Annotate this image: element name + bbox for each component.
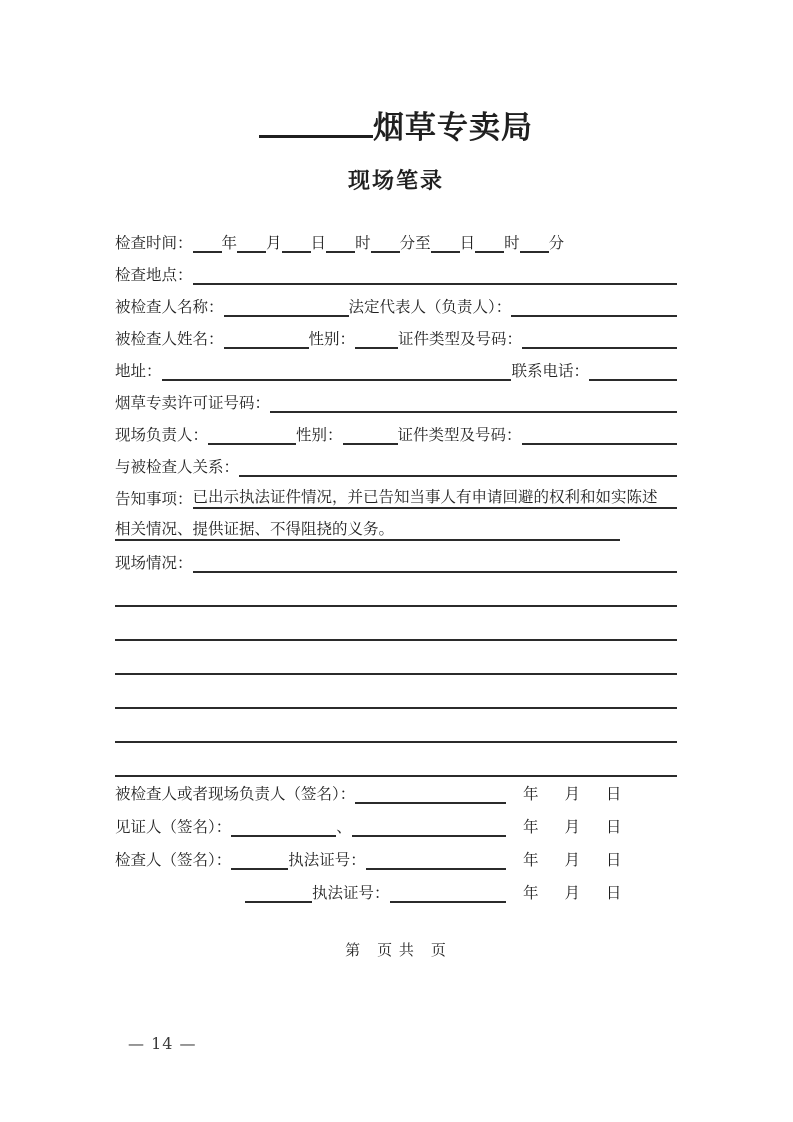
signature-label: 检查人（签名）： [115,851,232,870]
blank-line [193,251,222,253]
blank-line [522,347,677,349]
signature-blank-line [231,868,288,870]
field-label-address: 地址： [115,362,162,381]
blank-line [208,443,296,445]
date-fields [523,786,621,804]
field-relationship-to-inspected [115,445,677,477]
signature-section [115,771,677,903]
content-line [115,573,677,607]
blank-line [589,379,677,381]
separator: 、 [336,818,352,837]
field-site-manager [115,413,677,445]
signature-blank-line [352,835,506,837]
month-label: 月 [564,851,580,870]
field-tobacco-license-number [115,381,677,413]
blank-line [193,283,677,285]
field-inspection-location [115,253,677,285]
field-address-phone [115,349,677,381]
blank-line [431,251,460,253]
field-label-id-type-number: 证件类型及号码： [397,426,522,445]
blank-line [475,251,504,253]
signature-inspector-1 [115,837,677,870]
year-label: 年 [523,818,539,837]
year-label: 年 [523,785,539,804]
blank-line [270,411,677,413]
signature-left-group [115,885,506,903]
year-label: 年 [523,851,539,870]
signature-left-group [115,819,506,837]
signature-blank-line [245,901,312,903]
field-label-id-type-number: 证件类型及号码： [398,330,523,349]
month-label: 月 [564,785,580,804]
content-line [115,675,677,709]
signature-blank-line [366,868,506,870]
year-label: 年 [523,884,539,903]
title-blank-line [259,129,373,138]
field-label-phone: 联系电话： [511,362,589,381]
unit-label: 分 [548,234,565,253]
month-label: 月 [564,884,580,903]
blank-line [355,347,398,349]
notice-section-line2 [115,509,677,541]
content-line [115,709,677,743]
blank-line [343,443,398,445]
form-title [115,106,677,150]
field-inspection-time [115,221,677,253]
field-label: 与被检查人关系： [115,458,240,477]
signature-left-group [115,852,506,870]
unit-label: 日 [459,234,476,253]
unit-label: 月 [266,234,282,253]
signature-label: 被检查人或者现场负责人（签名）： [115,785,356,804]
signature-witness [115,804,677,837]
form-body [115,221,677,777]
signature-left-group [115,786,506,804]
field-inspected-person [115,317,677,349]
unit-label: 分至 [399,234,431,253]
month-label: 月 [564,818,580,837]
notice-text-line2: 相关情况、提供证据、不得阻挠的义务。 [115,521,620,541]
blank-line [239,475,677,477]
title-text: 烟草专卖局 [373,110,533,146]
field-label: 被检查人姓名： [115,330,224,349]
enforcement-id-label: 执法证号： [312,884,390,903]
blank-line [326,251,355,253]
notice-text-line1: 已出示执法证件情况，并已告知当事人有申请回避的权利和如实陈述 [193,489,677,509]
page-footer: 第 页 共 页 [345,941,447,959]
signature-blank-line [231,835,336,837]
notice-section-line1 [115,477,677,509]
unit-label: 年 [221,234,238,253]
date-fields [523,885,621,903]
field-label: 检查地点： [115,266,193,285]
unit-label: 时 [504,234,520,253]
field-label-notice: 告知事项： [115,490,193,509]
field-label: 烟草专卖许可证号码： [115,394,271,413]
field-label: 现场情况： [115,554,193,573]
field-site-situation [115,541,677,573]
page-number: — 14 — [128,1034,197,1053]
content-line [115,607,677,641]
blank-line [224,347,309,349]
blank-line [371,251,400,253]
field-label-gender: 性别： [296,426,343,445]
unit-label: 时 [355,234,371,253]
form-content [115,106,677,960]
blank-line [522,443,677,445]
writing-lines [115,573,677,777]
blank-line [520,251,549,253]
blank-line [193,571,677,573]
date-fields [523,819,621,837]
field-label-legal-representative: 法定代表人（负责人）： [348,298,512,317]
field-label: 现场负责人： [115,426,209,445]
day-label: 日 [605,818,622,837]
day-label: 日 [605,785,622,804]
form-subtitle: 现场笔录 [347,169,444,194]
blank-line [237,251,266,253]
field-inspected-entity [115,285,677,317]
unit-label: 日 [310,234,327,253]
signature-label: 见证人（签名）： [115,818,232,837]
date-fields [523,852,621,870]
day-label: 日 [605,884,622,903]
day-label: 日 [605,851,622,870]
enforcement-id-label: 执法证号： [288,851,366,870]
signature-inspected-or-manager [115,771,677,804]
blank-line [224,315,349,317]
blank-line [162,379,512,381]
blank-line [511,315,677,317]
field-label: 检查时间： [115,234,193,253]
blank-line [282,251,311,253]
signature-inspector-2 [115,870,677,903]
field-label: 被检查人名称： [115,298,224,317]
signature-blank-line [390,901,506,903]
content-line [115,641,677,675]
field-label-gender: 性别： [308,330,356,349]
signature-blank-line [355,802,506,804]
